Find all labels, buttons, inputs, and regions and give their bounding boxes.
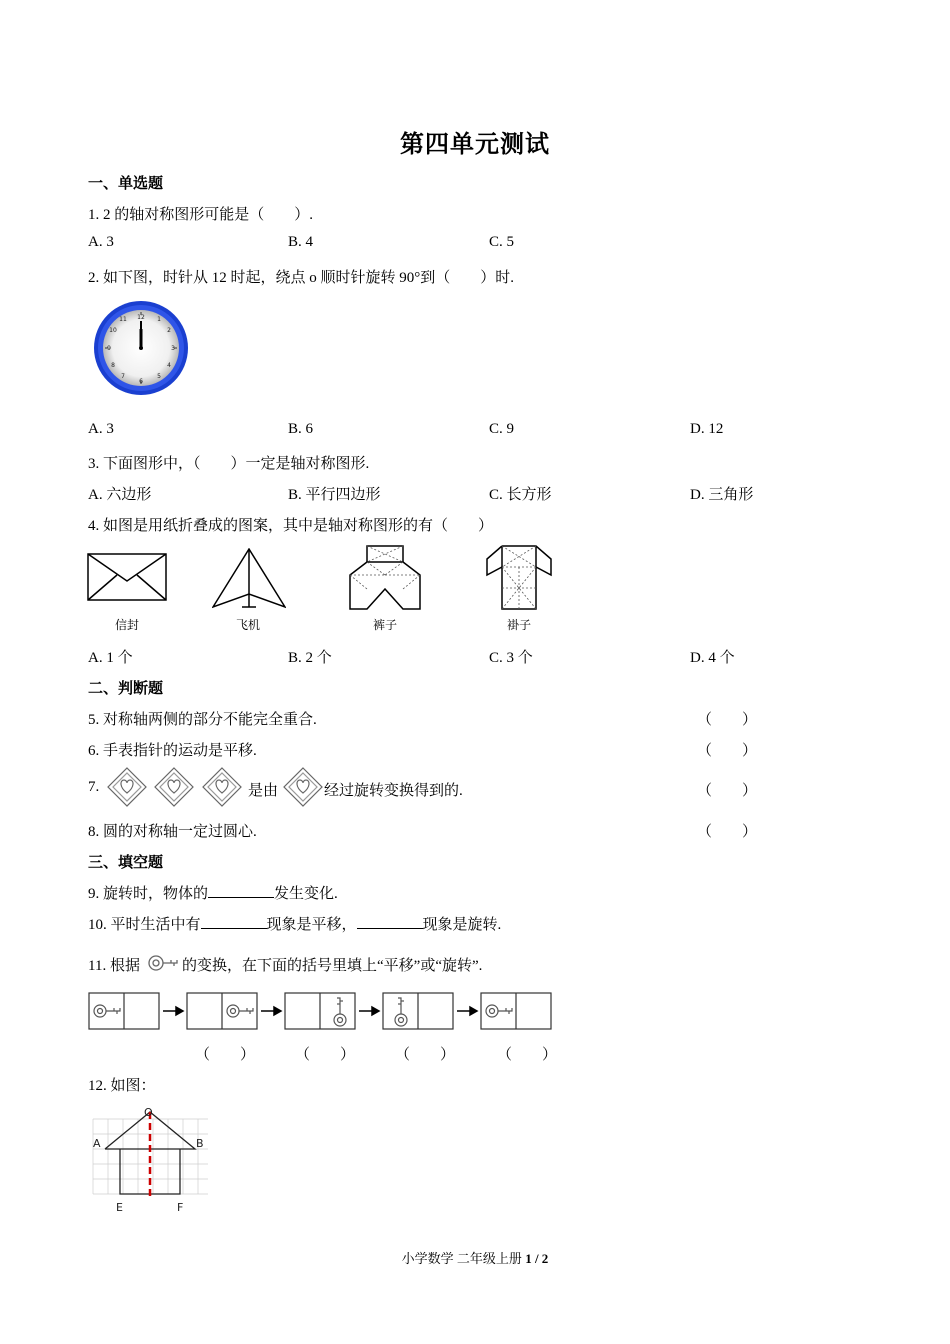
section-heading-single-choice: 一、单选题 bbox=[88, 174, 164, 192]
q1-option-b[interactable]: B. 4 bbox=[288, 234, 314, 250]
q3-option-c[interactable]: C. 长方形 bbox=[489, 487, 552, 503]
question-3: 3. 下面图形中，（ ）一定是轴对称图形. bbox=[88, 456, 370, 472]
question-12: 12. 如图： bbox=[88, 1078, 156, 1094]
q4-option-c[interactable]: C. 3 个 bbox=[489, 650, 533, 666]
q4-option-b[interactable]: B. 2 个 bbox=[288, 650, 332, 666]
svg-text:1: 1 bbox=[157, 316, 161, 323]
question-6: 6. 手表指针的运动是平移. bbox=[88, 743, 257, 759]
airplane-figure bbox=[212, 548, 286, 615]
q9-text-a: 9. 旋转时，物体的 bbox=[88, 886, 209, 902]
question-11-lead: 11. 根据 bbox=[88, 958, 140, 974]
q2-option-a[interactable]: A. 3 bbox=[88, 421, 114, 437]
svg-text:8: 8 bbox=[111, 362, 115, 369]
q10-text-a: 10. 平时生活中有 bbox=[88, 917, 201, 933]
svg-text:9: 9 bbox=[107, 345, 111, 352]
house-label-a: A bbox=[93, 1137, 101, 1150]
q7-answer-paren[interactable]: （ ） bbox=[697, 783, 758, 799]
q10-text-b: 现象是平移， bbox=[266, 917, 357, 933]
q7-single-diamond-heart bbox=[281, 766, 325, 813]
house-figure bbox=[88, 1104, 212, 1221]
svg-text:10: 10 bbox=[109, 327, 117, 334]
q10-blank-2[interactable] bbox=[357, 914, 423, 929]
q11-answer-paren-2[interactable]: （ ） bbox=[295, 1047, 356, 1063]
q6-answer-paren[interactable]: （ ） bbox=[697, 743, 758, 759]
svg-text:7: 7 bbox=[121, 373, 125, 380]
q9-text-b: 发生变化. bbox=[274, 886, 338, 902]
section-heading-fill-in: 三、填空题 bbox=[88, 853, 164, 871]
question-7-number: 7. bbox=[88, 779, 100, 795]
house-label-e: E bbox=[116, 1201, 123, 1214]
q3-option-d[interactable]: D. 三角形 bbox=[690, 487, 754, 503]
house-label-o: O bbox=[144, 1106, 153, 1119]
pants-figure bbox=[349, 545, 421, 616]
question-7-suffix: 经过旋转变换得到的. bbox=[324, 783, 463, 799]
svg-text:5: 5 bbox=[157, 373, 161, 380]
q3-option-a[interactable]: A. 六边形 bbox=[88, 487, 152, 503]
house-label-f: F bbox=[177, 1201, 184, 1214]
q7-diamond-hearts bbox=[106, 766, 246, 813]
q10-blank-1[interactable] bbox=[201, 914, 267, 929]
q1-option-a[interactable]: A. 3 bbox=[88, 234, 114, 250]
q4-option-d[interactable]: D. 4 个 bbox=[690, 650, 735, 666]
q2-option-c[interactable]: C. 9 bbox=[489, 421, 515, 437]
figure-label-pants: 裤子 bbox=[372, 618, 397, 632]
figure-label-shirt: 褂子 bbox=[506, 618, 531, 632]
page-number: 1 / 2 bbox=[525, 1251, 549, 1266]
q11-answer-paren-4[interactable]: （ ） bbox=[497, 1047, 558, 1063]
page-title: 第四单元测试 bbox=[400, 130, 550, 158]
svg-text:2: 2 bbox=[167, 327, 171, 334]
question-4: 4. 如图是用纸折叠成的图案，其中是轴对称图形的有（ ） bbox=[88, 518, 494, 534]
question-5: 5. 对称轴两侧的部分不能完全重合. bbox=[88, 712, 317, 728]
q5-answer-paren[interactable]: （ ） bbox=[697, 712, 758, 728]
key-icon bbox=[147, 953, 179, 978]
q3-option-b[interactable]: B. 平行四边形 bbox=[288, 487, 381, 503]
q11-answer-paren-1[interactable]: （ ） bbox=[195, 1047, 256, 1063]
svg-text:6: 6 bbox=[139, 378, 143, 385]
svg-text:4: 4 bbox=[167, 362, 171, 369]
question-11-rest: 的变换，在下面的括号里填上“平移”或“旋转”. bbox=[182, 958, 483, 974]
q11-answer-paren-3[interactable]: （ ） bbox=[395, 1047, 456, 1063]
clock-twelve-label: 12 bbox=[137, 314, 145, 321]
envelope-figure bbox=[87, 553, 167, 608]
key-transform-strip bbox=[88, 990, 556, 1037]
q8-answer-paren[interactable]: （ ） bbox=[697, 824, 758, 840]
q2-option-d[interactable]: D. 12 bbox=[690, 421, 724, 437]
q2-option-b[interactable]: B. 6 bbox=[288, 421, 314, 437]
question-2: 2. 如下图，时针从 12 时起，绕点 o 顺时针旋转 90°到（ ）时. bbox=[88, 270, 515, 286]
house-label-b: B bbox=[196, 1137, 204, 1150]
svg-text:3: 3 bbox=[171, 345, 175, 352]
question-7-mid: 是由 bbox=[248, 783, 279, 799]
svg-text:11: 11 bbox=[119, 316, 127, 323]
figure-label-airplane: 飞机 bbox=[235, 618, 260, 632]
question-9 bbox=[88, 882, 338, 903]
question-10 bbox=[88, 913, 501, 934]
figure-label-envelope: 信封 bbox=[114, 618, 139, 632]
q1-option-c[interactable]: C. 5 bbox=[489, 234, 515, 250]
question-1: 1. 2 的轴对称图形可能是（ ）. bbox=[88, 207, 314, 223]
clock-figure bbox=[92, 299, 190, 402]
question-8: 8. 圆的对称轴一定过圆心. bbox=[88, 824, 257, 840]
section-heading-true-false: 二、判断题 bbox=[88, 679, 164, 697]
shirt-figure bbox=[486, 545, 552, 616]
q10-text-c: 现象是旋转. bbox=[422, 917, 502, 933]
q4-option-a[interactable]: A. 1 个 bbox=[88, 650, 133, 666]
q9-blank[interactable] bbox=[208, 883, 274, 898]
footer-text: 小学数学 二年级上册 bbox=[401, 1251, 522, 1266]
page-footer bbox=[0, 1248, 950, 1267]
